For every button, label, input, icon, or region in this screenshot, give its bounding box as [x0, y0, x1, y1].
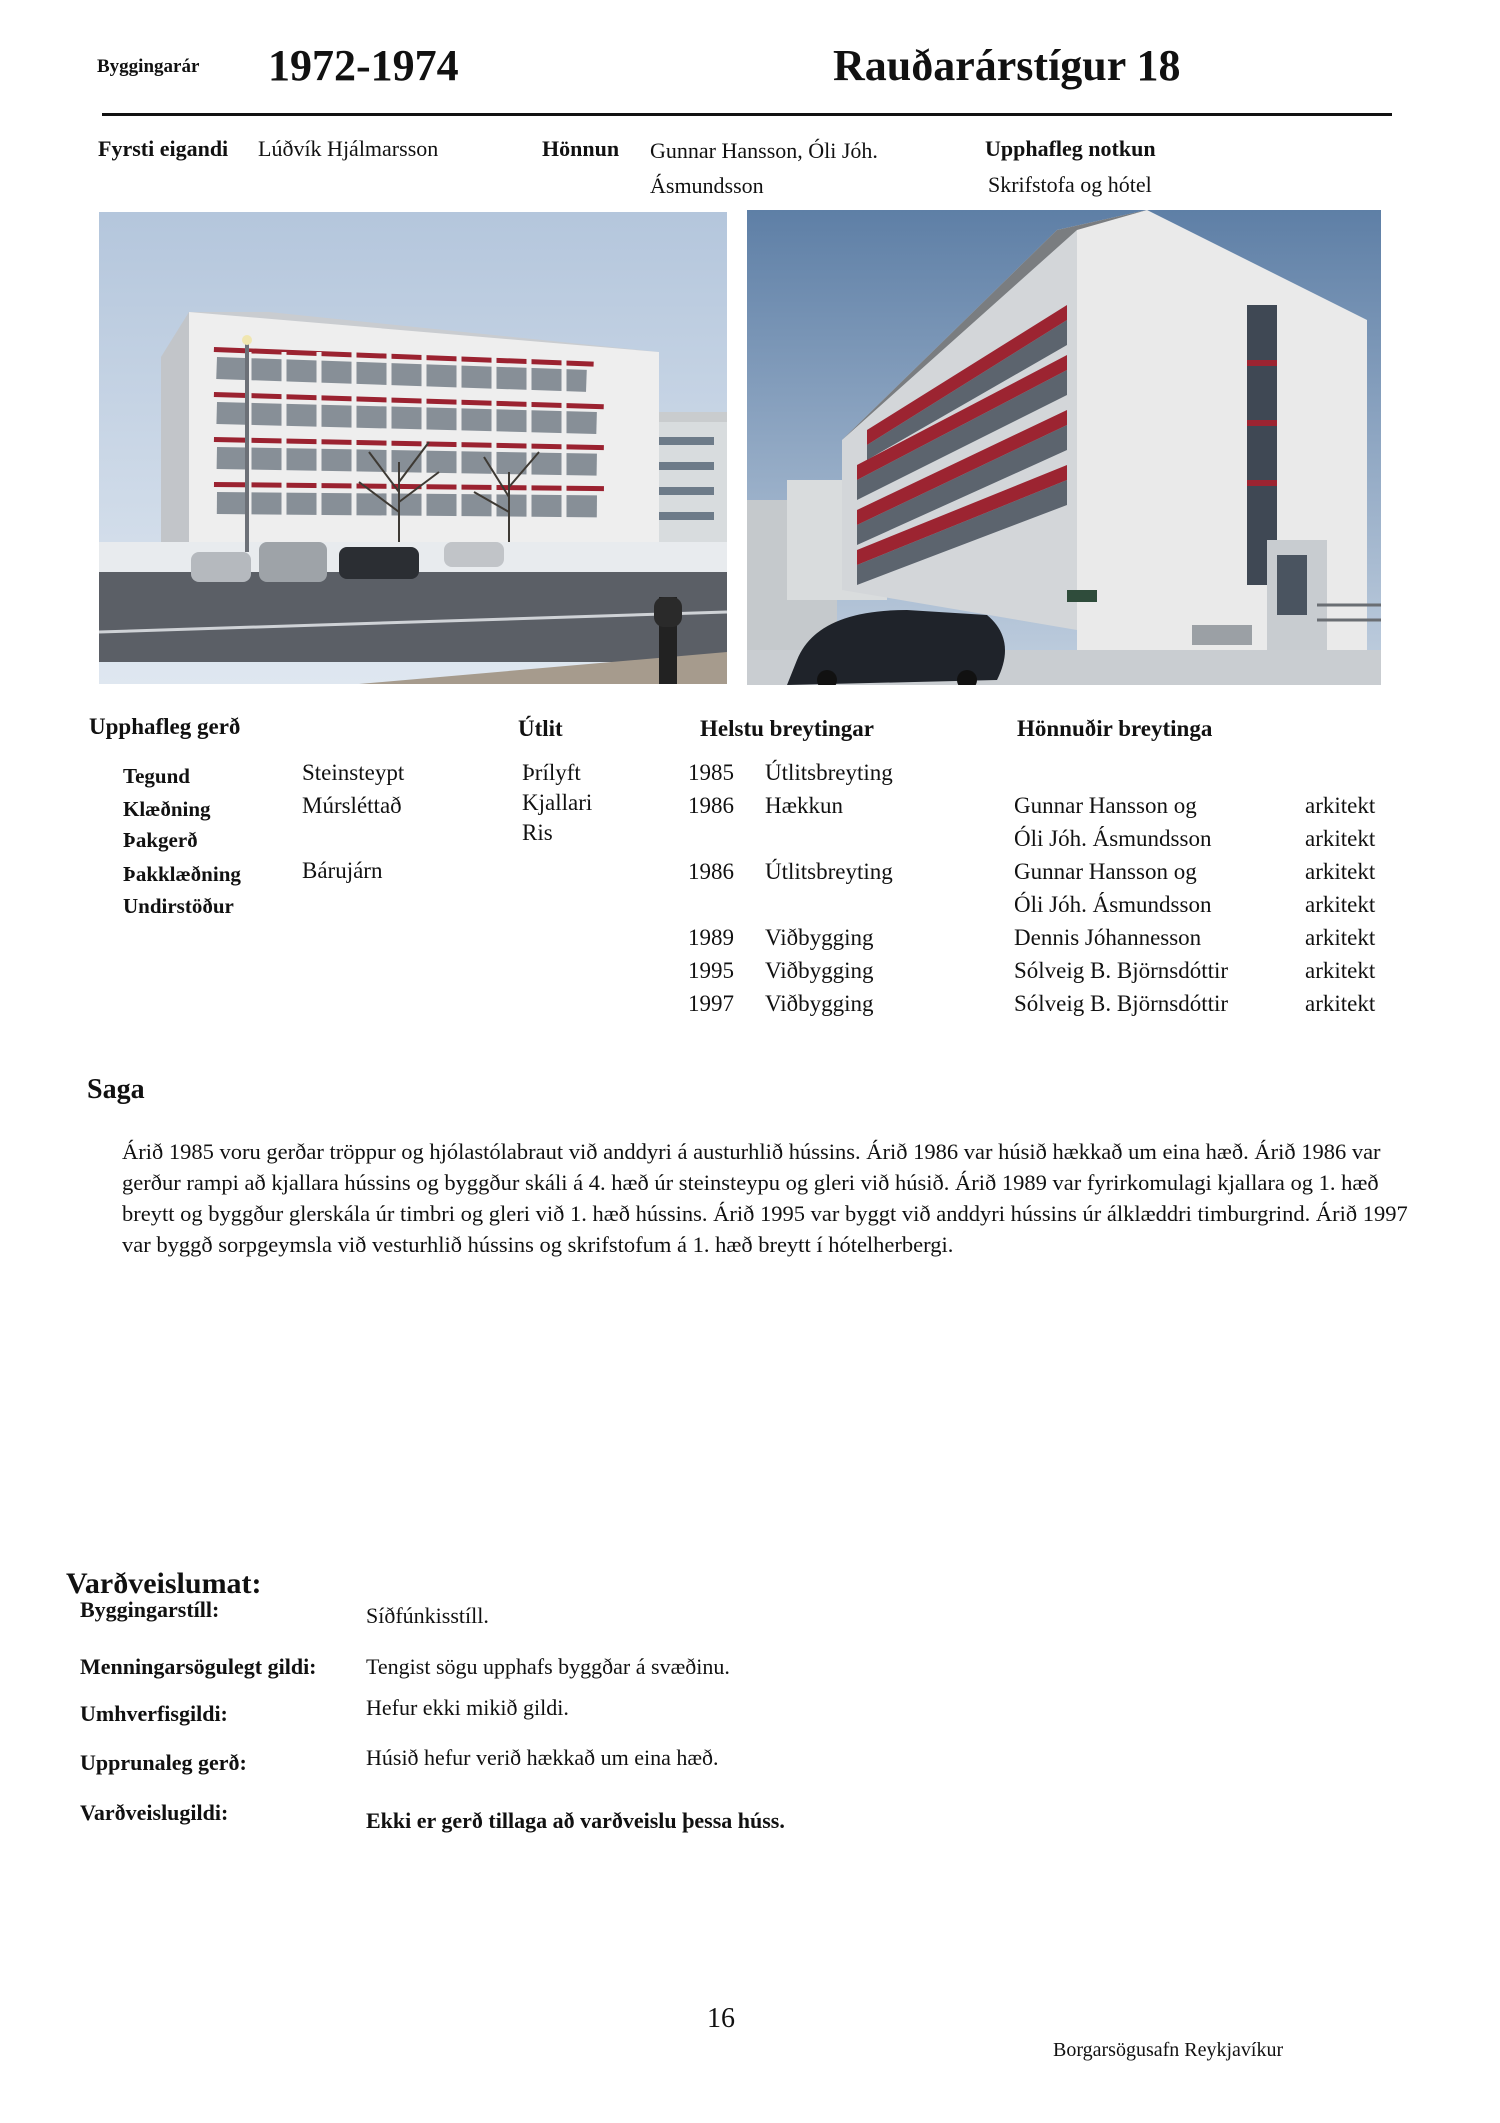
- design-value-line2: Ásmundsson: [650, 173, 764, 198]
- preservation-value: Húsið hefur verið hækkað um eina hæð.: [366, 1745, 719, 1770]
- page-number: 16: [707, 2003, 735, 2034]
- header-divider: [102, 113, 1392, 116]
- change-designer-role: arkitekt: [1305, 991, 1376, 1016]
- original-foundation-label: Undirstöður: [123, 894, 234, 918]
- original-roof-cladding-value: Bárujárn: [302, 858, 383, 883]
- original-cladding-value: Múrsléttað: [302, 793, 402, 818]
- change-description: Viðbygging: [765, 958, 874, 983]
- change-year: 1986: [688, 859, 734, 884]
- change-designer: Gunnar Hansson og: [1014, 859, 1197, 884]
- appearance-item: Ris: [522, 820, 553, 845]
- page-title: Rauðarárstígur 18: [833, 41, 1181, 90]
- preservation-heading: Varðveislumat:: [66, 1567, 262, 1600]
- change-year: 1995: [688, 958, 734, 983]
- original-roof-type-label: Þakgerð: [123, 828, 198, 852]
- history-text: Árið 1985 voru gerðar tröppur og hjólastólabraut við anddyri á austurhlið hússins. Árið 1986 var húsið hækkað um eina hæð. Árið 1986 var gerður rampi að kjallara hússins og byggður skáli á 4. hæð úr steinsteypu og gleri við húsið. Árið 1989 var fyrirkomulagi kjallara og 1. hæð breytt og byggður glerskála úr timbri og gleri við 1. hæð hússins. Árið 1995 var byggt við anddyri hússins úr álklæddri timburgrind. Árið 1997 var byggð sorpgeymsla við vesturhlið hússins og skrifstofum á 1. hæð breytt í hótelherbergi.: [122, 1139, 1408, 1257]
- design-label: Hönnun: [542, 136, 620, 161]
- change-designer-role: arkitekt: [1305, 958, 1376, 983]
- preservation-value: Tengist sögu upphafs byggðar á svæðinu.: [366, 1654, 730, 1679]
- change-year: 1986: [688, 793, 734, 818]
- change-designer: Sólveig B. Björnsdóttir: [1014, 958, 1229, 983]
- original-use-value: Skrifstofa og hótel: [988, 172, 1152, 197]
- original-design-heading: Upphafleg gerð: [89, 714, 241, 739]
- footer-institution: Borgarsögusafn Reykjavíkur: [1053, 2039, 1284, 2061]
- design-value-line1: Gunnar Hansson, Óli Jóh.: [650, 138, 878, 163]
- preservation-label: Varðveislugildi:: [80, 1800, 229, 1825]
- change-designer: Gunnar Hansson og: [1014, 793, 1197, 818]
- photo-street-view: [99, 212, 727, 684]
- original-use-label: Upphafleg notkun: [985, 136, 1156, 161]
- main-changes-heading: Helstu breytingar: [700, 716, 874, 741]
- change-designer-role: arkitekt: [1305, 793, 1376, 818]
- original-type-label: Tegund: [123, 764, 190, 788]
- change-description: Útlitsbreyting: [765, 760, 893, 785]
- change-year: 1997: [688, 991, 734, 1016]
- change-designer-role: arkitekt: [1305, 925, 1376, 950]
- change-designer: Dennis Jóhannesson: [1014, 925, 1202, 950]
- change-designer-role: arkitekt: [1305, 892, 1376, 917]
- construction-years: 1972-1974: [268, 41, 459, 90]
- preservation-label: Umhverfisgildi:: [80, 1701, 228, 1726]
- original-type-value: Steinsteypt: [302, 760, 405, 785]
- change-designer-role: arkitekt: [1305, 859, 1376, 884]
- photo-corner-view: [747, 210, 1381, 685]
- change-year: 1985: [688, 760, 734, 785]
- change-designers-heading: Hönnuðir breytinga: [1017, 716, 1213, 741]
- change-designer-role: arkitekt: [1305, 826, 1376, 851]
- change-description: Viðbygging: [765, 991, 874, 1016]
- appearance-heading: Útlit: [518, 716, 563, 741]
- change-description: Viðbygging: [765, 925, 874, 950]
- construction-years-label: Byggingarár: [97, 56, 200, 77]
- original-roof-cladding-label: Þakklæðning: [123, 862, 241, 886]
- change-year: 1989: [688, 925, 734, 950]
- original-cladding-label: Klæðning: [123, 797, 211, 821]
- preservation-value: Hefur ekki mikið gildi.: [366, 1695, 569, 1720]
- change-designer: Óli Jóh. Ásmundsson: [1014, 826, 1212, 851]
- owner-label: Fyrsti eigandi: [98, 136, 229, 161]
- preservation-verdict: Ekki er gerð tillaga að varðveislu þessa húss.: [366, 1808, 785, 1833]
- appearance-item: Kjallari: [522, 790, 593, 815]
- owner-value: Lúðvík Hjálmarsson: [258, 136, 439, 161]
- preservation-label: Menningarsögulegt gildi:: [80, 1654, 317, 1679]
- change-description: Hækkun: [765, 793, 843, 818]
- preservation-value: Síðfúnkisstíll.: [366, 1603, 489, 1628]
- change-designer: Sólveig B. Björnsdóttir: [1014, 991, 1229, 1016]
- change-description: Útlitsbreyting: [765, 859, 893, 884]
- appearance-item: Þrílyft: [522, 760, 581, 785]
- history-heading: Saga: [87, 1074, 145, 1105]
- preservation-label: Byggingarstíll:: [80, 1597, 220, 1622]
- preservation-label: Upprunaleg gerð:: [80, 1750, 247, 1775]
- change-designer: Óli Jóh. Ásmundsson: [1014, 892, 1212, 917]
